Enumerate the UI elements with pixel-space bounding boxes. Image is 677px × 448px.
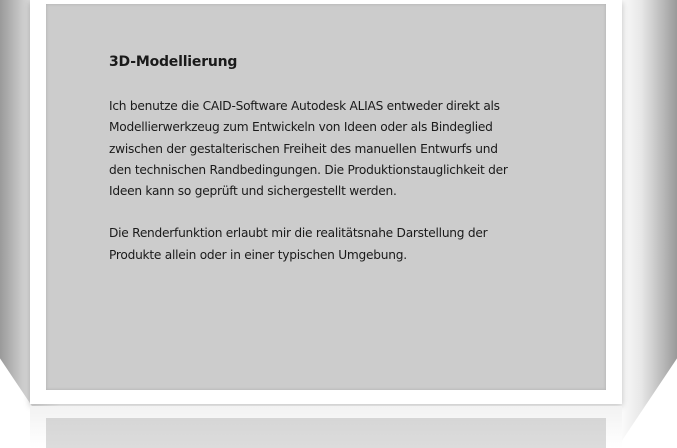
right-shadow-wing xyxy=(617,0,677,448)
content-card xyxy=(30,0,622,404)
reflection-panel xyxy=(46,418,606,448)
paragraph-render: Die Renderfunktion erlaubt mir die realitätsnahe Darstellung der Produkte allein oder in einer typischen Umgebung. xyxy=(109,226,488,262)
paragraph-intro: Ich benutze die CAID-Software Autodesk ALIAS entweder direkt als Modellierwerkzeug zum Entwickeln von Ideen oder als Bindeglied zwischen der gestalterischen Freiheit des manuellen Entwurfs und den technischen Randbedingungen. Die Produktionstauglichkeit der Ideen kann so geprüft und sichergestellt werden. xyxy=(109,99,508,199)
card-reflection xyxy=(30,406,622,448)
section-heading: 3D-Modellierung xyxy=(109,54,238,70)
content-panel xyxy=(46,4,606,390)
section-content xyxy=(109,54,509,287)
